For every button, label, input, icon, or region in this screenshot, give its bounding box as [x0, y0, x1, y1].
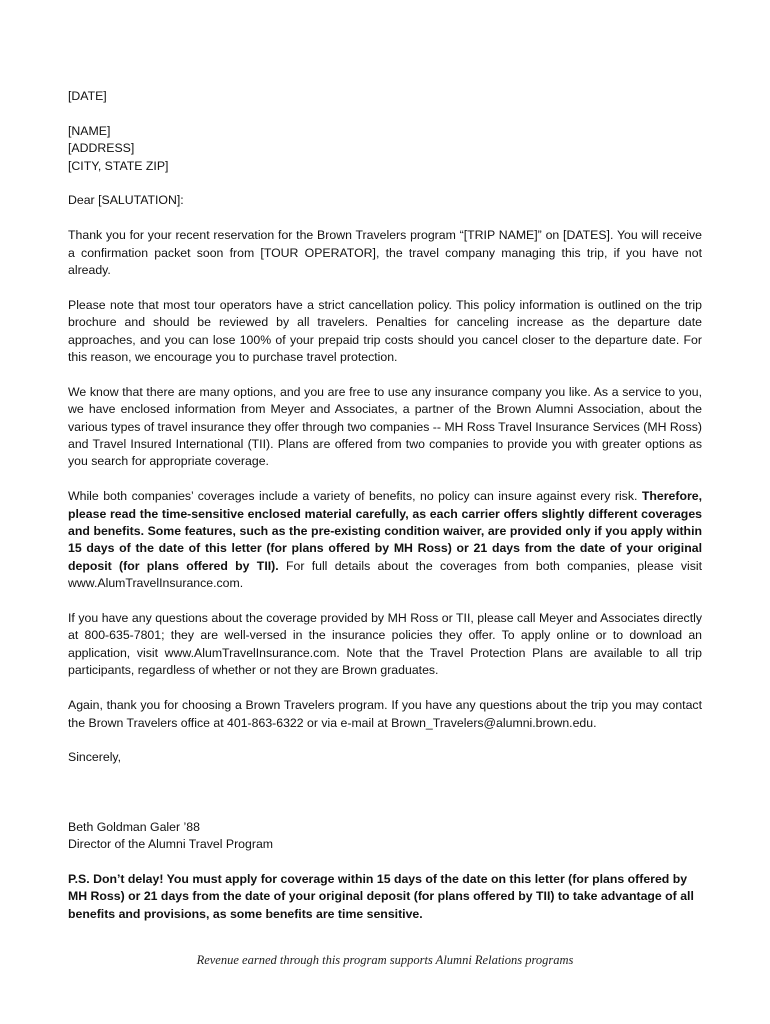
coverage-lead-text: While both companies’ coverages include a variety of benefits, no policy can insure against every risk. [68, 489, 642, 504]
postscript: P.S. Don’t delay! You must apply for coverage within 15 days of the date on this letter (for plans offered by MH Ross) or 21 days from the date of your original deposit (for plans offered by TII) to take advantage of all benefits and provisions, as some benefits are time sensitive. [68, 871, 694, 921]
coverage-bold-notice: Therefore, please read the time-sensitive enclosed material carefully, as each carrier offers slightly different coverages and benefits. Some features, such as the pre-existing condition waiver, are provided only if you apply within 15 days of the date of this letter (for plans offered by MH Ross) or 21 days from the date of your original deposit (for plans offered by TII). [68, 489, 702, 573]
recipient-street: [ADDRESS] [68, 141, 135, 156]
paragraph-cancellation: Please note that most tour operators have a strict cancellation policy. This policy information is outlined on the trip brochure and should be reviewed by all travelers. Penalties for canceling increase as the departure date approaches, and you can lose 100% of your prepaid trip costs should you cancel closer to the departure date. For this reason, we encourage you to purchase travel protection. [68, 297, 702, 365]
coverage-tail-text: For full details about the coverages from both companies, please visit www.AlumTravelInsurance.com. [68, 558, 703, 591]
signer-name: Beth Goldman Galer ’88 [68, 819, 200, 834]
signer-title: Director of the Alumni Travel Program [68, 837, 274, 852]
salutation: Dear [SALUTATION]: [68, 193, 184, 208]
recipient-city: [CITY, STATE ZIP] [68, 158, 169, 173]
paragraph-coverage-warning [68, 488, 702, 592]
paragraph-thanks: Again, thank you for choosing a Brown Travelers program. If you have any questions about the trip you may contact the Brown Travelers office at 401-863-6322 or via e-mail at Brown_Travelers@alumni.brown.edu. [68, 698, 702, 730]
paragraph-reservation: Thank you for your recent reservation for the Brown Travelers program “[TRIP NAME]” on [DATES]. You will receive a confirmation packet soon from [TOUR OPERATOR], the travel company managing this trip, if you have not already. [68, 228, 702, 278]
recipient-name: [NAME] [68, 123, 111, 138]
paragraph-questions: If you have any questions about the coverage provided by MH Ross or TII, please call Meyer and Associates directly at 800-635-7801; they are well-versed in the insurance policies they offer. To apply online or to download an application, visit www.AlumTravelInsurance.com. Note that the Travel Protection Plans are available to all trip participants, regardless of whether or not they are Brown graduates. [68, 611, 702, 678]
footer-note: Revenue earned through this program supports Alumni Relations programs [196, 953, 574, 967]
letter-body [68, 88, 702, 923]
recipient-address [68, 123, 702, 175]
paragraph-insurance-options: We know that there are many options, and you are free to use any insurance company you like. As a service to you, we have enclosed information from Meyer and Associates, a partner of the Brown Alumni Association, about the various types of travel insurance they offer through two companies -- MH Ross Travel Insurance Services (MH Ross) and Travel Insured International (TII). Plans are offered from two companies to provide you with greater options as you search for appropriate coverage. [68, 384, 702, 469]
closing: Sincerely, [68, 750, 122, 765]
letter-date: [DATE] [68, 89, 107, 103]
